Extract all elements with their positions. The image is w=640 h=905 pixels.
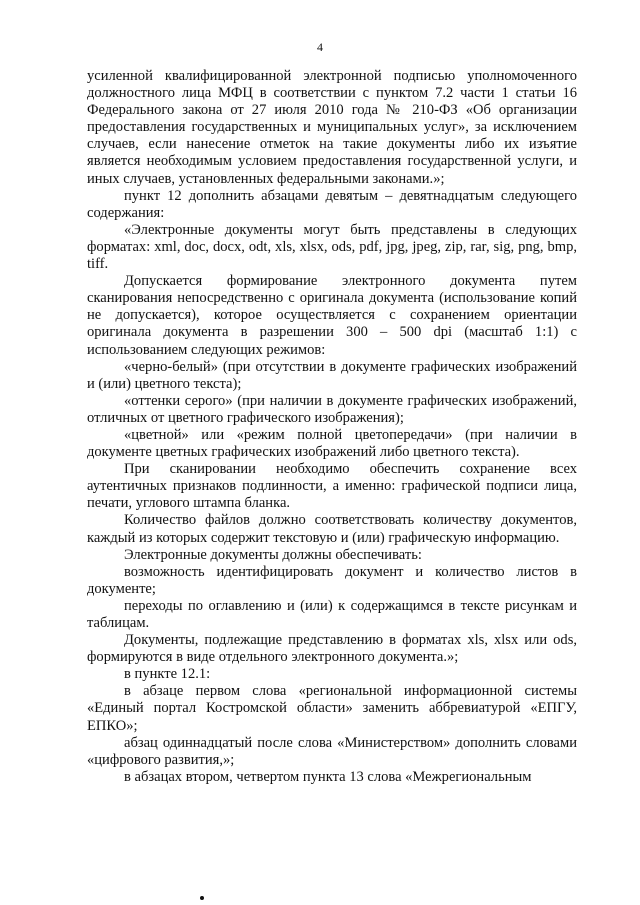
- paragraph-11: возможность идентифицировать документ и количество листов в документе;: [87, 563, 577, 597]
- paragraph-12: переходы по оглавлению и (или) к содержащимся в тексте рисункам и таблицам.: [87, 597, 577, 631]
- paragraph-2: пункт 12 дополнить абзацами девятым – девятнадцатым следующего содержания:: [87, 187, 577, 221]
- paragraph-7: «цветной» или «режим полной цветопередачи» (при наличии в документе цветных графических изображений либо цветного текста).: [87, 426, 577, 461]
- document-body: [87, 68, 577, 786]
- paragraph-10: Электронные документы должны обеспечивать:: [124, 546, 422, 563]
- paragraph-13: Документы, подлежащие представлению в форматах xls, xlsx или ods, формируются в виде отдельного электронного документа.»;: [87, 632, 577, 666]
- paragraph-6: «оттенки серого» (при наличии в документе графических изображений, отличных от цветного графического изображения);: [87, 392, 577, 426]
- page-number: 4: [317, 40, 323, 54]
- scan-mark: [200, 896, 204, 900]
- paragraph-15: в абзаце первом слова «региональной информационной системы «Единый портал Костромской области» заменить аббревиатурой «ЕПГУ, ЕПКО»;: [87, 683, 577, 734]
- paragraph-1: усиленной квалифицированной электронной подписью уполномоченного должностного лица МФЦ в соответствии с пунктом 7.2 части 1 статьи 16 Федерального закона от 27 июля 2010 года № 210-ФЗ «Об организации предоставления государственных и муниципальных услуг», за исключением случаев, если нанесение отметок на такие документы либо их изъятие является необходимым условием предоставления государственной услуги, и иных случаев, установленных федеральными законами.»;: [87, 68, 577, 187]
- paragraph-8: При сканировании необходимо обеспечить сохранение всех аутентичных признаков подлинности, а именно: графической подписи лица, печати, углового штампа бланка.: [87, 461, 577, 512]
- paragraph-17: в абзацах втором, четвертом пункта 13 слова «Межрегиональным: [124, 768, 532, 785]
- paragraph-16: абзац одиннадцатый после слова «Министерством» дополнить словами «цифрового развития,»;: [87, 734, 577, 768]
- paragraph-3: «Электронные документы могут быть представлены в следующих форматах: xml, doc, docx, odt, xls, xlsx, ods, pdf, jpg, jpeg, zip, rar, sig, png, bmp, tiff.: [87, 221, 577, 273]
- paragraph-5: «черно-белый» (при отсутствии в документе графических изображений и (или) цветного текста);: [87, 358, 577, 392]
- paragraph-4: Допускается формирование электронного документа путем сканирования непосредственно с оригинала документа (использование копий не допускается), которое осуществляется с сохранением ориентации оригинала документа в разрешении 300 – 500 dpi (масштаб 1:1) с использованием следующих режимов:: [87, 273, 577, 358]
- paragraph-9: Количество файлов должно соответствовать количеству документов, каждый из которых содержит текстовую и (или) графическую информацию.: [87, 512, 577, 546]
- paragraph-14: в пункте 12.1:: [124, 666, 211, 683]
